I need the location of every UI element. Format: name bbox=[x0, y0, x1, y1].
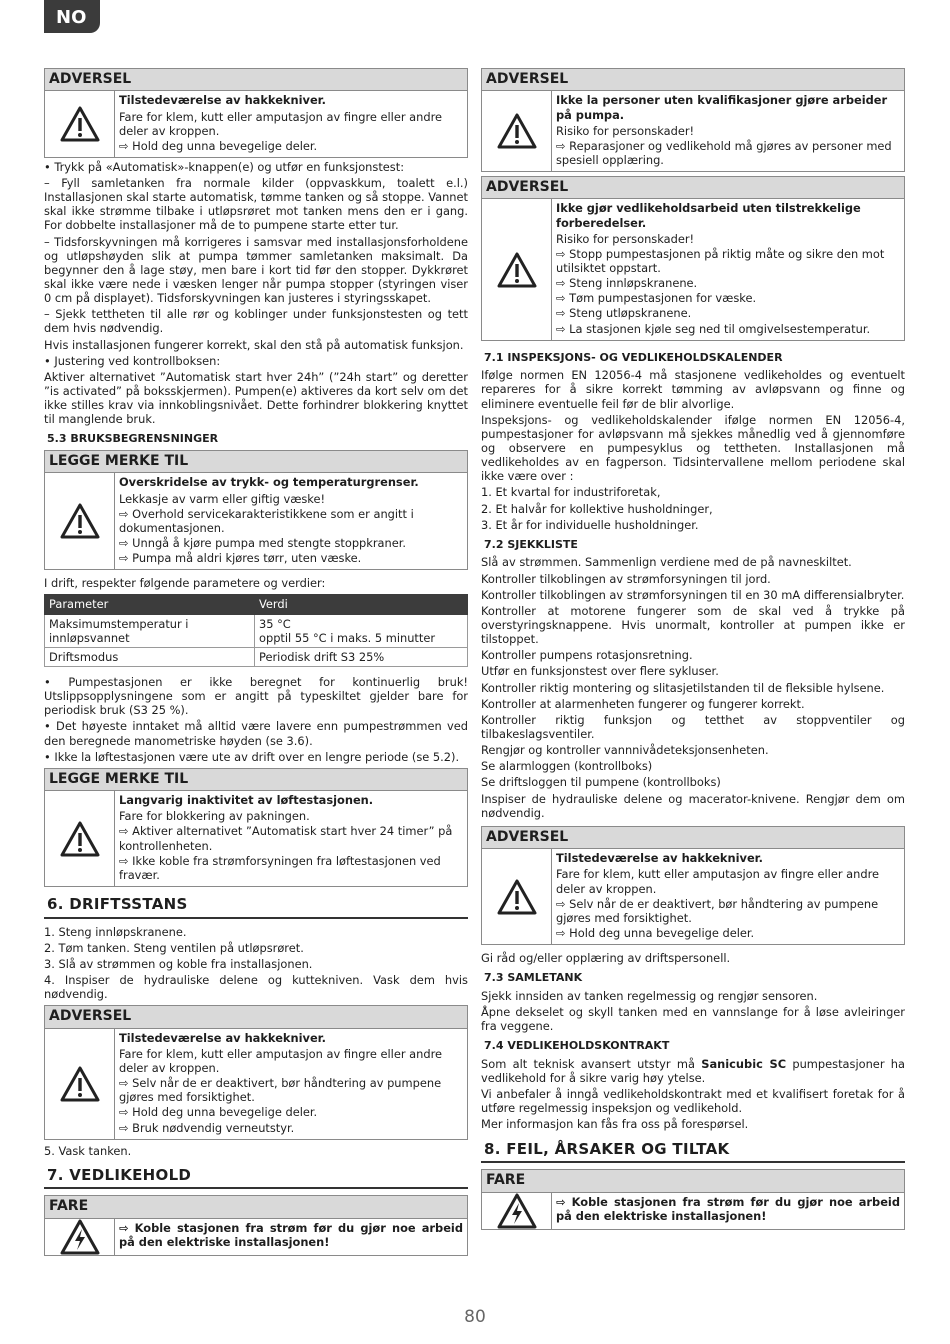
checklist-item: Kontroller tilkoblingen av strømforsyningen til en 30 mA differensialbryter. bbox=[481, 587, 905, 602]
warning-triangle-icon bbox=[45, 473, 115, 569]
paragraph: Aktiver alternativet ”Automatisk start hver 24h” (”24h start” og deretter ”is activated” på boksskjermen). Pumpen(e) aktiveres da kort selv om det ikke stilles krav via innkoblingsnivået. Dette forhindrer blokkering knyttet til manglende bruk. bbox=[44, 369, 468, 427]
paragraph: Åpne dekselet og skyll tanken med en vannslange for å løse avleiringer fra veggene. bbox=[481, 1004, 905, 1034]
checklist-item: Kontroller tilkoblingen av strømforsyningen til jord. bbox=[481, 571, 771, 586]
chapter-heading: 8. FEIL, ÅRSAKER OG TILTAK bbox=[481, 1140, 905, 1164]
checklist-item: Inspiser de hydrauliske delene og macerator-knivene. Rengjør dem om nødvendig. bbox=[481, 791, 905, 820]
table-cell: 35 °C opptil 55 °C i maks. 5 minutter bbox=[255, 614, 468, 647]
warning-title: Ikke la personer uten kvalifikasjoner gjøre arbeider på pumpa. bbox=[556, 93, 888, 122]
warning-line: Fare for klem, kutt eller amputasjon av fingre eller andre deler av kroppen. bbox=[556, 867, 880, 896]
warning-box bbox=[481, 826, 905, 945]
notice-box bbox=[44, 768, 468, 887]
warning-title: Tilstedeværelse av hakkekniver. bbox=[119, 93, 326, 108]
left-column bbox=[44, 68, 468, 1258]
warning-box bbox=[481, 68, 905, 172]
paragraph: • Det høyeste inntaket må alltid være lavere enn pumpestrømmen ved den beregnede manometriske høyden (se 3.6). bbox=[44, 719, 468, 748]
paragraph: Inspeksjons- og vedlikeholdskalender ifølge normen EN 12056-4, pumpestasjoner for avløpsvann må sjekkes månedlig ved å gjennomføre og observere en pumpesyklus og tettheten. Installasjonen må vedlikeholdes av en fagperson. Tidsintervallene mellom periodene skal ikke være over : bbox=[481, 412, 905, 484]
section-heading: 7.3 SAMLETANK bbox=[484, 971, 583, 985]
checklist-item: Kontroller riktig funksjon og tetthet av stoppventiler og tilbakeslagsventiler. bbox=[481, 712, 905, 742]
checklist-item: Utfør en funksjonstest over flere sykluser. bbox=[481, 664, 719, 679]
warning-line: ⇨ La stasjonen kjøle seg ned til omgivelsestemperatur. bbox=[556, 321, 871, 336]
warning-line: ⇨ Stopp pumpestasjonen på riktig måte og sikre den mot utilsiktet oppstart. bbox=[556, 246, 885, 275]
paragraph: Mer informasjon kan fås fra oss på forespørsel. bbox=[481, 1117, 749, 1132]
warning-line: Fare for klem, kutt eller amputasjon av fingre eller andre deler av kroppen. bbox=[119, 1046, 443, 1075]
electric-hazard-icon bbox=[45, 1219, 115, 1255]
checklist-item: Se driftsloggen til pumpene (kontrollboks) bbox=[481, 775, 721, 790]
table-row bbox=[45, 614, 468, 647]
checklist-item: Se alarmloggen (kontrollboks) bbox=[481, 759, 653, 774]
danger-box bbox=[481, 1169, 905, 1229]
paragraph: • Pumpestasjonen er ikke beregnet for kontinuerlig bruk! Utslippsopplysningene som er angitt på typeskiltet gjelder bare for periodisk bruk (S3 25 %). bbox=[44, 674, 468, 718]
warning-title: Tilstedeværelse av hakkekniver. bbox=[556, 851, 763, 866]
table-row bbox=[45, 647, 468, 666]
warning-heading: ADVERSEL bbox=[45, 69, 467, 91]
notice-line: Fare for blokkering av pakningen. bbox=[119, 809, 310, 824]
warning-line: ⇨ Tøm pumpestasjonen for væske. bbox=[556, 291, 757, 306]
warning-heading: ADVERSEL bbox=[482, 69, 904, 91]
warning-heading: ADVERSEL bbox=[45, 1006, 467, 1028]
notice-title: Overskridelse av trykk- og temperaturgrenser. bbox=[119, 475, 419, 490]
checklist-item: Kontroller riktig montering og slitasjetilstanden til de fleksible hylsene. bbox=[481, 680, 885, 695]
checklist-item: Kontroller pumpens rotasjonsretning. bbox=[481, 648, 693, 663]
notice-line: ⇨ Pumpa må aldri kjøres tørr, uten væske. bbox=[119, 551, 362, 566]
warning-line: ⇨ Hold deg unna bevegelige deler. bbox=[119, 138, 318, 153]
paragraph: Hvis installasjonen fungerer korrekt, skal den stå på automatisk funksjon. bbox=[44, 337, 464, 352]
warning-line: Risiko for personskader! bbox=[556, 231, 695, 246]
warning-triangle-icon bbox=[482, 849, 552, 944]
table-cell: Maksimumstemperatur i innløpsvannet bbox=[45, 614, 255, 647]
chapter-heading: 6. DRIFTSSTANS bbox=[44, 895, 468, 919]
list-item: 2. Et halvår for kollektive husholdninger, bbox=[481, 501, 713, 516]
warning-title: Tilstedeværelse av hakkekniver. bbox=[119, 1030, 326, 1045]
notice-line: ⇨ Aktiver alternativet ”Automatisk start hver 24 timer” på kontrollenheten. bbox=[119, 824, 453, 853]
notice-heading: LEGGE MERKE TIL bbox=[45, 451, 467, 473]
step-item: 5. Vask tanken. bbox=[44, 1143, 132, 1158]
paragraph: – Sjekk tettheten til alle rør og koblinger under funksjonstesten og tett dem hvis nødvendig. bbox=[44, 307, 468, 336]
paragraph: Gi råd og/eller opplæring av driftspersonell. bbox=[481, 951, 731, 966]
list-item: 1. Et kvartal for industriforetak, bbox=[481, 485, 661, 500]
warning-line: ⇨ Steng innløpskranene. bbox=[556, 276, 698, 291]
warning-line: Fare for klem, kutt eller amputasjon av fingre eller andre deler av kroppen. bbox=[119, 109, 443, 138]
warning-triangle-icon bbox=[45, 91, 115, 157]
chapter-heading: 7. VEDLIKEHOLD bbox=[44, 1166, 468, 1190]
notice-box bbox=[44, 450, 468, 570]
paragraph: • Ikke la løftestasjonen være ute av drift over en lengre periode (se 5.2). bbox=[44, 749, 460, 764]
checklist-item: Rengjør og kontroller vannnivådeteksjonsenheten. bbox=[481, 743, 769, 758]
text-span: Som alt teknisk avansert utstyr må bbox=[481, 1056, 702, 1071]
table-cell: Periodisk drift S3 25% bbox=[255, 647, 468, 666]
step-item: 1. Steng innløpskranene. bbox=[44, 924, 187, 939]
paragraph: I drift, respekter følgende parametere og verdier: bbox=[44, 576, 326, 591]
paragraph bbox=[481, 1057, 905, 1085]
table-cell: Driftsmodus bbox=[45, 647, 255, 666]
step-item: 4. Inspiser de hydrauliske delene og kuttekniven. Vask dem hvis nødvendig. bbox=[44, 973, 468, 1002]
notice-line: ⇨ Overhold servicekarakteristikkene som er angitt i dokumentasjonen. bbox=[119, 506, 414, 535]
warning-heading: ADVERSEL bbox=[482, 177, 904, 199]
warning-triangle-icon bbox=[45, 791, 115, 886]
table-header: Verdi bbox=[255, 595, 468, 614]
page-number: 80 bbox=[464, 1307, 486, 1327]
step-item: 2. Tøm tanken. Steng ventilen på utløpsrøret. bbox=[44, 940, 304, 955]
paragraph: • Trykk på «Automatisk»-knappen(e) og utfør en funksjonstest: bbox=[44, 159, 405, 174]
section-heading: 7.4 VEDLIKEHOLDSKONTRAKT bbox=[484, 1039, 670, 1053]
section-heading: 5.3 BRUKSBEGRENSNINGER bbox=[47, 432, 219, 446]
warning-line: ⇨ Bruk nødvendig verneutstyr. bbox=[119, 1120, 295, 1135]
warning-heading: ADVERSEL bbox=[482, 827, 904, 849]
warning-line: ⇨ Selv når de er deaktivert, bør håndtering av pumpene gjøres med forsiktighet. bbox=[556, 896, 879, 925]
warning-triangle-icon bbox=[482, 199, 552, 339]
warning-line: ⇨ Reparasjoner og vedlikehold må gjøres av personer med spesiell opplæring. bbox=[556, 138, 892, 167]
checklist-item: Kontroller at motorene fungerer som de skal ved å trykke på overstyringsknappene. Hvis unormalt, kontroller at pumpen ikke er tilstoppet. bbox=[481, 603, 905, 647]
paragraph: Sjekk innsiden av tanken regelmessig og rengjør sensoren. bbox=[481, 988, 818, 1003]
warning-triangle-icon bbox=[482, 91, 552, 171]
warning-box bbox=[44, 68, 468, 158]
product-name: Sanicubic SC bbox=[701, 1056, 787, 1071]
notice-line: ⇨ Ikke koble fra strømforsyningen fra løftestasjonen ved fravær. bbox=[119, 853, 441, 882]
paragraph: – Fyll samletanken fra normale kilder (oppvaskkum, toalett e.l.) Installasjonen skal starte automatisk, tømme tanken og så stoppe. Vannet skal ikke strømme tilbake i utløpsrøret mot tanken mens den er i gang. For dobbelte installasjoner må de to pumpene starte etter tur. bbox=[44, 176, 468, 233]
paragraph: • Justering ved kontrollboksen: bbox=[44, 353, 221, 368]
paragraph: Ifølge normen EN 12056-4 må stasjonene vedlikeholdes og eventuelt repareres for å sikre korrekt tømming av avløpsvann og finne og eliminere eventuelle feil før de blir alvorlige. bbox=[481, 368, 905, 411]
list-item: 3. Et år for individuelle husholdninger. bbox=[481, 517, 699, 532]
warning-line: ⇨ Selv når de er deaktivert, bør håndtering av pumpene gjøres med forsiktighet. bbox=[119, 1076, 442, 1105]
table-header: Parameter bbox=[45, 595, 255, 614]
danger-box bbox=[44, 1195, 468, 1255]
checklist-item: Kontroller at alarmenheten fungerer og fungerer korrekt. bbox=[481, 696, 805, 711]
parameter-table bbox=[44, 594, 468, 667]
notice-heading: LEGGE MERKE TIL bbox=[45, 769, 467, 791]
danger-text: ⇨ Koble stasjonen fra strøm før du gjør noe arbeid på den elektriske installasjonen! bbox=[119, 1220, 463, 1249]
paragraph: – Tidsforskyvningen må korrigeres i samsvar med installasjonsforholdene og utløpshøyden slik at pumpa tømmer samletanken maksimalt. Da begynner den å lage støy, men bare i kort tid før den stopper. Dykkrøret skal ikke være nede i væsken lenger når pumpa stopper (styringen viser 0 cm på displayet). Tidsforskyvningen kan justeres i styringsskapet. bbox=[44, 234, 468, 306]
right-column bbox=[481, 68, 905, 1232]
notice-line: Lekkasje av varm eller giftig væske! bbox=[119, 491, 326, 506]
section-heading: 7.2 SJEKKLISTE bbox=[484, 537, 578, 551]
warning-box bbox=[44, 1005, 468, 1139]
danger-text: ⇨ Koble stasjonen fra strøm før du gjør noe arbeid på den elektriske installasjonen! bbox=[556, 1194, 900, 1223]
warning-triangle-icon bbox=[45, 1029, 115, 1139]
danger-heading: FARE bbox=[482, 1170, 904, 1192]
checklist-item: Slå av strømmen. Sammenlign verdiene med de på navneskiltet. bbox=[481, 555, 852, 570]
language-tab: NO bbox=[44, 0, 100, 33]
notice-line: ⇨ Unngå å kjøre pumpa med stengte stoppkraner. bbox=[119, 536, 407, 550]
text-span: pumpestasjoner ha vedlikehold for å sikre varig høy ytelse. bbox=[481, 1056, 905, 1086]
section-heading: 7.1 INSPEKSJONS- OG VEDLIKEHOLDSKALENDER bbox=[484, 350, 783, 364]
danger-heading: FARE bbox=[45, 1196, 467, 1218]
step-item: 3. Slå av strømmen og koble fra installasjonen. bbox=[44, 956, 313, 971]
warning-line: ⇨ Hold deg unna bevegelige deler. bbox=[556, 925, 755, 940]
notice-title: Langvarig inaktivitet av løftestasjonen. bbox=[119, 793, 374, 808]
warning-title: Ikke gjør vedlikeholdsarbeid uten tilstrekkelige forberedelser. bbox=[556, 201, 861, 230]
warning-line: ⇨ Steng utløpskranene. bbox=[556, 306, 692, 321]
warning-box bbox=[481, 176, 905, 341]
warning-line: Risiko for personskader! bbox=[556, 123, 695, 138]
paragraph: Vi anbefaler å inngå vedlikeholdskontrakt med et kvalifisert foretak for å utføre regelmessig inspeksjon og vedlikehold. bbox=[481, 1087, 905, 1116]
warning-line: ⇨ Hold deg unna bevegelige deler. bbox=[119, 1105, 318, 1120]
electric-hazard-icon bbox=[482, 1193, 552, 1229]
